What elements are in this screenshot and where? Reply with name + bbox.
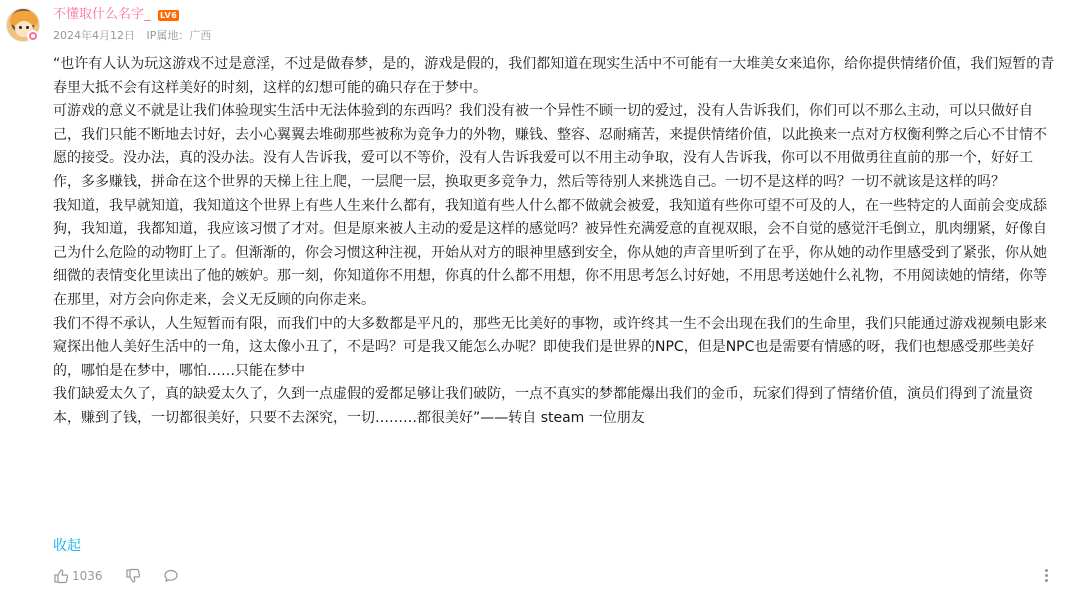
avatar-eye bbox=[26, 26, 29, 29]
chat-bubble-icon bbox=[163, 568, 179, 584]
like-button[interactable] bbox=[53, 568, 103, 584]
comment-actions bbox=[53, 566, 179, 586]
avatar-badge-icon bbox=[27, 30, 39, 42]
more-dot bbox=[1045, 574, 1048, 577]
avatar-eye bbox=[19, 26, 22, 29]
thumbs-up-icon bbox=[53, 568, 69, 584]
username[interactable]: 不懂取什么名字_ bbox=[53, 7, 151, 22]
comment-paragraph: 可游戏的意义不就是让我们体验现实生活中无法体验到的东西吗？我们没有被一个异性不顾一切的爱过，没有人告诉我们，你们可以不那么主动，可以只做好自己，我们只能不断地去讨好，去小心翼翼去堆砌那些被称为竞争力的外物，赚钱、整容、忍耐痛苦，来提供情绪价值，以此换来一点对方权衡利弊之后心不甘情不愿的接受。没办法，真的没办法。没有人告诉我，爱可以不等价，没有人告诉我爱可以不用主动争取，没有人告诉我，你可以不用做勇往直前的那一个，好好工作，多多赚钱，拼命在这个世界的天梯上往上爬，一层爬一层，换取更多竞争力，然后等待别人来挑选自己。一切不是这样的吗？一切不就该是这样的吗？ bbox=[53, 103, 1047, 190]
user-level-badge: LV6 bbox=[160, 11, 178, 20]
comment-meta bbox=[53, 28, 219, 44]
more-dot bbox=[1045, 579, 1048, 582]
thumbs-down-icon bbox=[125, 568, 141, 584]
like-count: 1036 bbox=[72, 569, 103, 583]
reply-button[interactable] bbox=[163, 568, 179, 584]
comment-paragraph: 我们不得不承认，人生短暂而有限，而我们中的大多数都是平凡的，那些无比美好的事物，或许终其一生不会出现在我们的生命里，我们只能通过游戏视频电影来窥探出他人美好生活中的一角，这太像小丑了，不是吗？可是我又能怎么办呢？即使我们是世界的NPC，但是NPC也是需要有情感的呀，我们也想感受那些美好的，哪怕是在梦中，哪怕……只能在梦中 bbox=[53, 315, 1047, 379]
comment-date: 2024年4月12日 bbox=[53, 29, 135, 42]
comment-content bbox=[53, 53, 1058, 431]
comment-paragraph: 我知道，我早就知道，我知道这个世界上有些人生来什么都有，我知道有些人什么都不做就会被爱，我知道有些你可望不可及的人，在一些特定的人面前会变成舔狗，我知道，我都知道，我应该习惯了才对。但是原来被人主动的爱是这样的感觉吗？被异性充满爱意的直视双眼，会不自觉的感觉汗毛倒立，肌肉绷紧，好像自己为什么危险的动物盯上了。但渐渐的，你会习惯这种注视，开始从对方的眼神里感到安全，你从她的声音里听到了在乎，你从她的动作里感受到了紧张，你从她细微的表情变化里读出了他的嫉妒。那一刻，你知道你不用想，你真的什么都不用想，你不用思考怎么讨好她，不用思考送她什么礼物，不用阅读她的情绪，你等在那里，对方会向你走来，会义无反顾的向你走来。 bbox=[53, 197, 1047, 308]
more-options-icon[interactable] bbox=[1040, 568, 1052, 584]
ip-location: IP属地：广西 bbox=[146, 29, 212, 42]
comment-paragraph: 我们缺爱太久了，真的缺爱太久了，久到一点虚假的爱都足够让我们破防，一点不真实的梦都能爆出我们的金币，玩家们得到了情绪价值，演员们得到了流量资本，赚到了钱，一切都很美好，只要不去深究，一切………都很美好”——转自 steam 一位朋友 bbox=[53, 386, 1033, 426]
comment-paragraph: “也许有人认为玩这游戏不过是意淫，不过是做春梦，是的，游戏是假的，我们都知道在现实生活中不可能有一大堆美女来追你，给你提供情绪价值，我们短暂的青春里大抵不会有这样美好的时刻，这样的幻想可能的确只存在于梦中。 bbox=[53, 56, 1055, 96]
more-dot bbox=[1045, 569, 1048, 572]
dislike-button[interactable] bbox=[125, 568, 141, 584]
collapse-link[interactable]: 收起 bbox=[53, 538, 81, 554]
